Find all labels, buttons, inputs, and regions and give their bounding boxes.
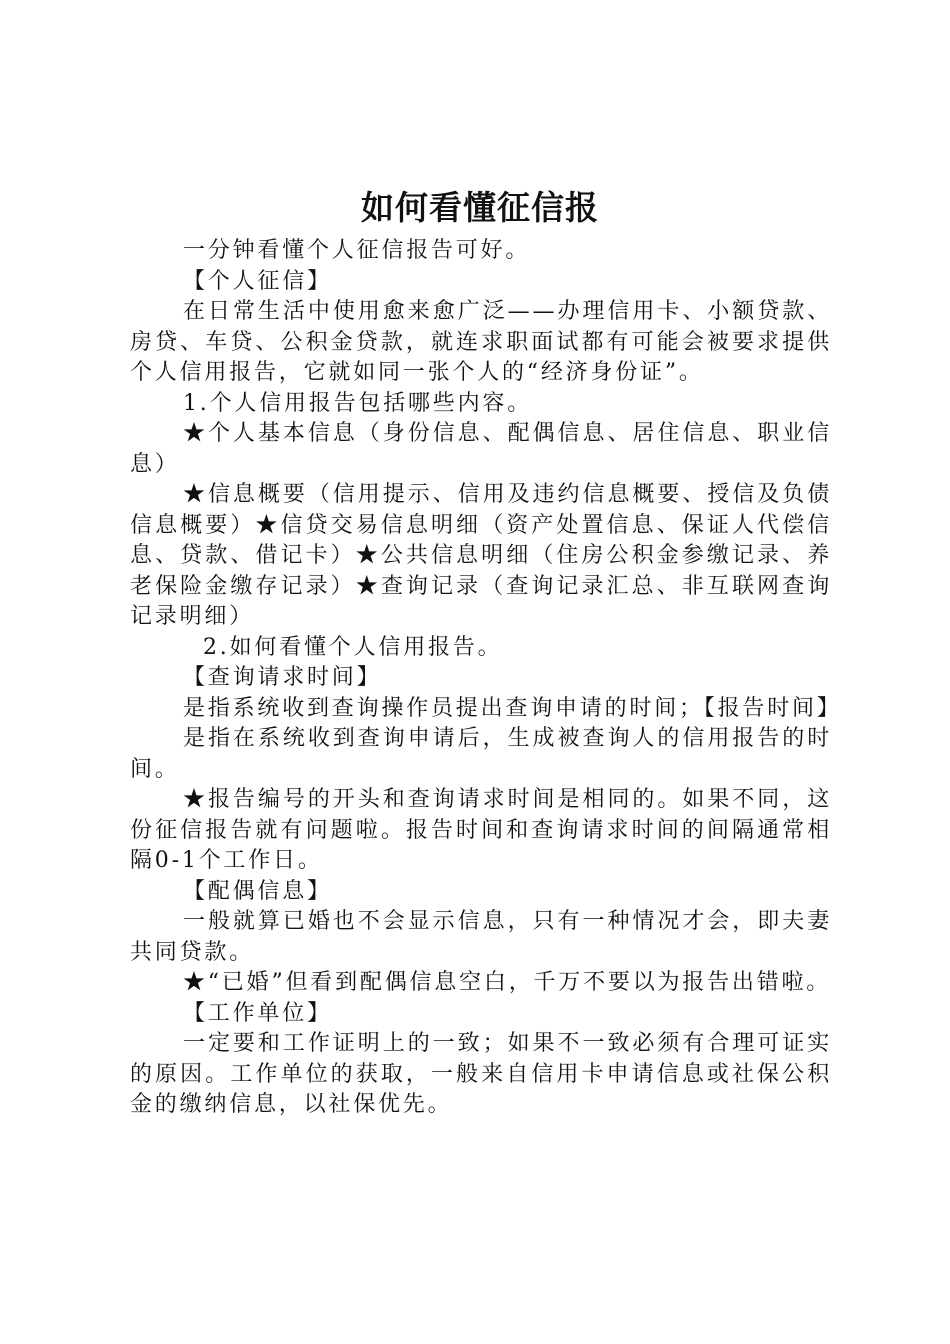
- heading-spouse-info: 【配偶信息】: [183, 878, 332, 904]
- paragraph-spouse-info: 一般就算已婚也不会显示信息，只有一种情况才会，即夫妻共同贷款。: [130, 909, 832, 965]
- heading-query-time: 【查询请求时间】: [183, 665, 382, 690]
- heading-employer: 【工作单位】: [183, 1000, 332, 1026]
- paragraph-spouse-note: ★“已婚”但看到配偶信息空白，千万不要以为报告出错啦。: [183, 970, 832, 995]
- paragraph-report-number: ★报告编号的开头和查询请求时间是相同的。如果不同，这份征信报告就有问题啦。报告时间和查询请求时间的间隔通常相隔0-1个工作日。: [130, 787, 832, 873]
- document-body: [130, 236, 842, 1121]
- paragraph-info-summary: ★信息概要（信用提示、信用及违约信息概要、授信及负债信息概要）★信贷交易信息明细（资产处置信息、保证人代偿信息、贷款、借记卡）★公共信息明细（住房公积金参缴记录、养老保险金缴存记录）★查询记录（查询记录汇总、非互联网查询记录明细）: [130, 482, 832, 629]
- paragraph-intro: 一分钟看懂个人征信报告可好。: [183, 238, 531, 263]
- paragraph-query-time: 是指系统收到查询操作员提出查询申请的时间；【报告时间】: [183, 695, 842, 721]
- heading-personal-credit: 【个人征信】: [183, 268, 332, 294]
- section-heading-report-contents: 1.个人信用报告包括哪些内容。: [183, 390, 532, 416]
- paragraph-basic-info: ★个人基本信息（身份信息、配偶信息、居住信息、职业信息）: [130, 421, 832, 477]
- document-title: 如何看懂征信报: [361, 188, 599, 227]
- section-heading-how-to-read: 2.如何看懂个人信用报告。: [203, 634, 503, 660]
- paragraph-credit-usage: 在日常生活中使用愈来愈广泛——办理信用卡、小额贷款、房贷、车贷、公积金贷款，就连求职面试都有可能会被要求提供个人信用报告，它就如同一张个人的“经济身份证”。: [130, 299, 832, 385]
- paragraph-report-time: 是指在系统收到查询申请后，生成被查询人的信用报告的时间。: [130, 726, 832, 782]
- paragraph-employer: 一定要和工作证明上的一致；如果不一致必须有合理可证实的原因。工作单位的获取，一般来自信用卡申请信息或社保公积金的缴纳信息，以社保优先。: [130, 1031, 832, 1117]
